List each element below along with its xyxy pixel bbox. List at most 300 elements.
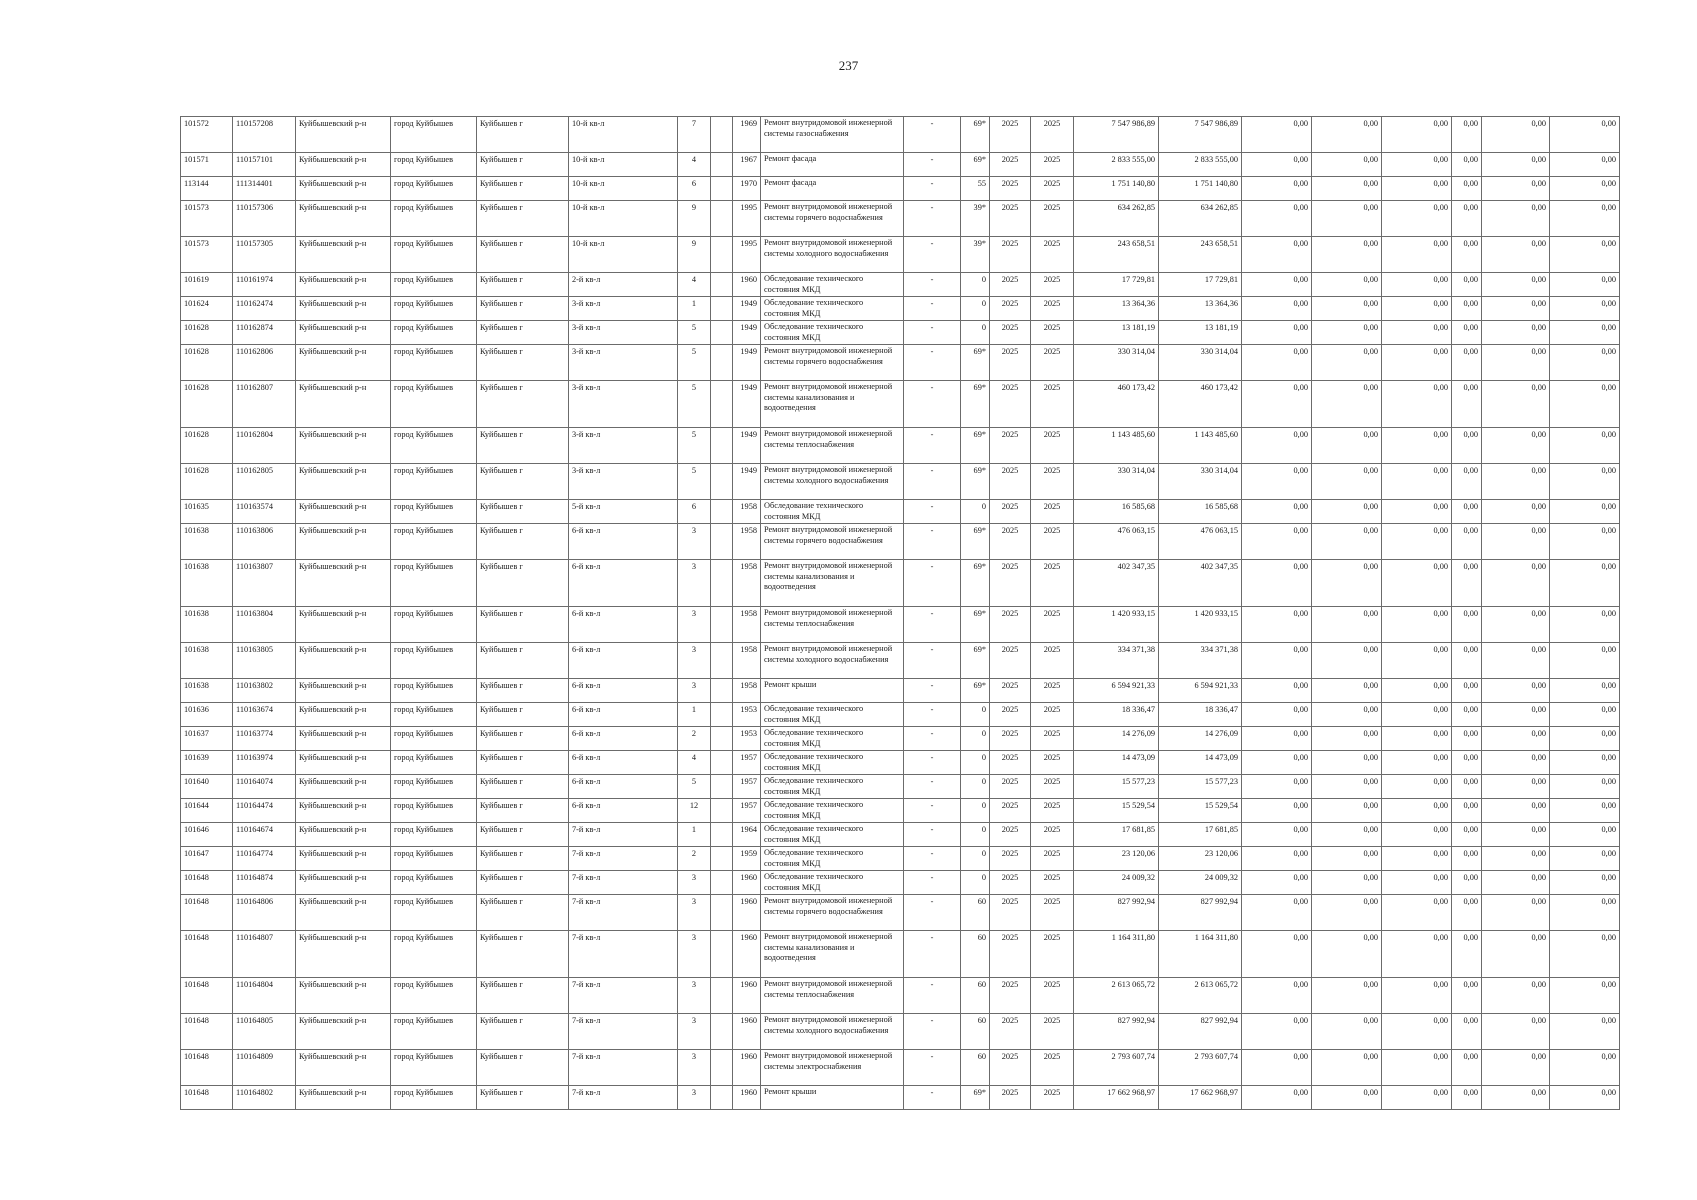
cell-cost-owners-b: 0,00 bbox=[1482, 237, 1550, 273]
cell-cost-budget-regional: 0,00 bbox=[1312, 464, 1382, 500]
cell-minus-sign: - bbox=[904, 1014, 961, 1050]
table-row bbox=[181, 1050, 1620, 1086]
cell-cost-owners-b: 0,00 bbox=[1482, 524, 1550, 560]
cell-cost-owners-b: 0,00 bbox=[1482, 775, 1550, 799]
cell-year-to: 2025 bbox=[1031, 751, 1074, 775]
cell-cost-owners-a: 0,00 bbox=[1452, 560, 1482, 607]
cell-cost-fund: 460 173,42 bbox=[1159, 381, 1242, 428]
cell-cost-total: 23 120,06 bbox=[1074, 847, 1159, 871]
cell-street: 7-й кв-л bbox=[569, 1086, 678, 1110]
cell-wear-percent: 69* bbox=[961, 381, 990, 428]
cell-building bbox=[711, 428, 733, 464]
cell-year-built: 1958 bbox=[733, 500, 761, 524]
cell-cost-fund: 17 729,81 bbox=[1159, 273, 1242, 297]
cell-minus-sign: - bbox=[904, 978, 961, 1014]
cell-municipality: город Куйбышев bbox=[391, 560, 477, 607]
cell-wear-percent: 60 bbox=[961, 1014, 990, 1050]
cell-house-id: 101628 bbox=[181, 428, 233, 464]
cell-locality: Куйбышев г bbox=[477, 201, 569, 237]
cell-minus-sign: - bbox=[904, 237, 961, 273]
cell-year-built: 1960 bbox=[733, 871, 761, 895]
cell-cost-owners-b: 0,00 bbox=[1482, 345, 1550, 381]
cell-cost-budget-local: 0,00 bbox=[1382, 799, 1452, 823]
table-row bbox=[181, 297, 1620, 321]
cell-wear-percent: 0 bbox=[961, 871, 990, 895]
table-row bbox=[181, 799, 1620, 823]
cell-wear-percent: 69* bbox=[961, 428, 990, 464]
cell-cost-other: 0,00 bbox=[1550, 177, 1620, 201]
cell-work-type: Обследование технического состояния МКД bbox=[761, 799, 904, 823]
cell-cost-fund: 2 613 065,72 bbox=[1159, 978, 1242, 1014]
cell-house-number: 1 bbox=[678, 703, 711, 727]
cell-cost-owners-a: 0,00 bbox=[1452, 464, 1482, 500]
cell-cost-owners-a: 0,00 bbox=[1452, 500, 1482, 524]
cell-year-built: 1953 bbox=[733, 727, 761, 751]
cell-street: 3-й кв-л bbox=[569, 428, 678, 464]
cell-minus-sign: - bbox=[904, 177, 961, 201]
cell-street: 5-й кв-л bbox=[569, 500, 678, 524]
cell-house-id: 101619 bbox=[181, 273, 233, 297]
cell-building bbox=[711, 524, 733, 560]
cell-cost-owners-a: 0,00 bbox=[1452, 321, 1482, 345]
cell-cost-total: 17 729,81 bbox=[1074, 273, 1159, 297]
cell-year-from: 2025 bbox=[990, 524, 1031, 560]
cell-locality: Куйбышев г bbox=[477, 237, 569, 273]
cell-wear-percent: 69* bbox=[961, 607, 990, 643]
cell-work-type: Ремонт внутридомовой инженерной системы теплоснабжения bbox=[761, 428, 904, 464]
cell-cost-other: 0,00 bbox=[1550, 428, 1620, 464]
cell-year-built: 1995 bbox=[733, 201, 761, 237]
cell-house-id: 101573 bbox=[181, 237, 233, 273]
cell-municipality: город Куйбышев bbox=[391, 727, 477, 751]
cell-building bbox=[711, 775, 733, 799]
cell-cost-budget-local: 0,00 bbox=[1382, 153, 1452, 177]
cell-cost-total: 330 314,04 bbox=[1074, 464, 1159, 500]
table-row bbox=[181, 895, 1620, 931]
cell-cost-owners-b: 0,00 bbox=[1482, 428, 1550, 464]
cell-work-type: Ремонт внутридомовой инженерной системы горячего водоснабжения bbox=[761, 524, 904, 560]
cell-cost-budget-regional: 0,00 bbox=[1312, 1014, 1382, 1050]
cell-house-id: 101628 bbox=[181, 321, 233, 345]
cell-cost-total: 330 314,04 bbox=[1074, 345, 1159, 381]
cell-year-to: 2025 bbox=[1031, 428, 1074, 464]
cell-house-id: 101637 bbox=[181, 727, 233, 751]
cell-cost-other: 0,00 bbox=[1550, 464, 1620, 500]
cell-year-from: 2025 bbox=[990, 607, 1031, 643]
cell-cost-budget-regional: 0,00 bbox=[1312, 177, 1382, 201]
cell-district: Куйбышевский р-н bbox=[296, 153, 391, 177]
cell-cost-budget-local: 0,00 bbox=[1382, 297, 1452, 321]
cell-building bbox=[711, 895, 733, 931]
cell-year-built: 1959 bbox=[733, 847, 761, 871]
cell-street: 7-й кв-л bbox=[569, 871, 678, 895]
cell-year-to: 2025 bbox=[1031, 153, 1074, 177]
cell-wear-percent: 60 bbox=[961, 978, 990, 1014]
cell-building bbox=[711, 345, 733, 381]
cell-wear-percent: 69* bbox=[961, 1086, 990, 1110]
cell-wear-percent: 0 bbox=[961, 727, 990, 751]
cell-cost-owners-a: 0,00 bbox=[1452, 237, 1482, 273]
cell-cost-other: 0,00 bbox=[1550, 799, 1620, 823]
cell-building bbox=[711, 201, 733, 237]
cell-cost-budget-regional: 0,00 bbox=[1312, 297, 1382, 321]
cell-cost-owners-a: 0,00 bbox=[1452, 679, 1482, 703]
cell-cost-total: 16 585,68 bbox=[1074, 500, 1159, 524]
cell-building bbox=[711, 931, 733, 978]
cell-minus-sign: - bbox=[904, 703, 961, 727]
cell-year-built: 1953 bbox=[733, 703, 761, 727]
cell-district: Куйбышевский р-н bbox=[296, 847, 391, 871]
cell-street: 7-й кв-л bbox=[569, 1014, 678, 1050]
cell-house-number: 3 bbox=[678, 871, 711, 895]
cell-building bbox=[711, 847, 733, 871]
cell-locality: Куйбышев г bbox=[477, 177, 569, 201]
table-row bbox=[181, 607, 1620, 643]
cell-cost-fund: 634 262,85 bbox=[1159, 201, 1242, 237]
cell-street: 6-й кв-л bbox=[569, 643, 678, 679]
cell-cost-budget-regional: 0,00 bbox=[1312, 643, 1382, 679]
cell-cost-fund: 18 336,47 bbox=[1159, 703, 1242, 727]
cell-house-id: 101648 bbox=[181, 931, 233, 978]
cell-work-type: Обследование технического состояния МКД bbox=[761, 847, 904, 871]
cell-municipality: город Куйбышев bbox=[391, 321, 477, 345]
cell-cost-other: 0,00 bbox=[1550, 201, 1620, 237]
table-row bbox=[181, 321, 1620, 345]
cell-cost-budget-local: 0,00 bbox=[1382, 775, 1452, 799]
cell-object-code: 110162874 bbox=[233, 321, 296, 345]
cell-year-to: 2025 bbox=[1031, 500, 1074, 524]
cell-cost-other: 0,00 bbox=[1550, 500, 1620, 524]
cell-locality: Куйбышев г bbox=[477, 1086, 569, 1110]
cell-work-type: Обследование технического состояния МКД bbox=[761, 775, 904, 799]
cell-wear-percent: 69* bbox=[961, 679, 990, 703]
cell-street: 7-й кв-л bbox=[569, 895, 678, 931]
cell-year-built: 1949 bbox=[733, 297, 761, 321]
cell-cost-budget-regional: 0,00 bbox=[1312, 931, 1382, 978]
cell-cost-budget-local: 0,00 bbox=[1382, 1086, 1452, 1110]
cell-object-code: 110163574 bbox=[233, 500, 296, 524]
cell-cost-other: 0,00 bbox=[1550, 381, 1620, 428]
cell-year-built: 1958 bbox=[733, 643, 761, 679]
cell-cost-budget-local: 0,00 bbox=[1382, 177, 1452, 201]
cell-cost-total: 17 681,85 bbox=[1074, 823, 1159, 847]
cell-cost-budget-regional: 0,00 bbox=[1312, 237, 1382, 273]
cell-house-id: 101646 bbox=[181, 823, 233, 847]
cell-cost-fund: 23 120,06 bbox=[1159, 847, 1242, 871]
cell-cost-other: 0,00 bbox=[1550, 703, 1620, 727]
cell-year-to: 2025 bbox=[1031, 560, 1074, 607]
cell-house-number: 12 bbox=[678, 799, 711, 823]
cell-cost-owners-b: 0,00 bbox=[1482, 321, 1550, 345]
cell-cost-total: 402 347,35 bbox=[1074, 560, 1159, 607]
cell-municipality: город Куйбышев bbox=[391, 201, 477, 237]
cell-district: Куйбышевский р-н bbox=[296, 428, 391, 464]
table-row bbox=[181, 273, 1620, 297]
cell-minus-sign: - bbox=[904, 931, 961, 978]
cell-cost-budget-federal: 0,00 bbox=[1242, 895, 1312, 931]
cell-cost-total: 6 594 921,33 bbox=[1074, 679, 1159, 703]
cell-cost-budget-local: 0,00 bbox=[1382, 500, 1452, 524]
table-row bbox=[181, 823, 1620, 847]
cell-street: 6-й кв-л bbox=[569, 679, 678, 703]
cell-district: Куйбышевский р-н bbox=[296, 751, 391, 775]
cell-cost-owners-b: 0,00 bbox=[1482, 751, 1550, 775]
cell-cost-owners-b: 0,00 bbox=[1482, 153, 1550, 177]
cell-work-type: Обследование технического состояния МКД bbox=[761, 823, 904, 847]
cell-cost-owners-b: 0,00 bbox=[1482, 607, 1550, 643]
cell-house-id: 101628 bbox=[181, 345, 233, 381]
cell-year-from: 2025 bbox=[990, 679, 1031, 703]
cell-object-code: 110161974 bbox=[233, 273, 296, 297]
cell-cost-budget-local: 0,00 bbox=[1382, 1050, 1452, 1086]
cell-year-from: 2025 bbox=[990, 751, 1031, 775]
cell-cost-budget-regional: 0,00 bbox=[1312, 895, 1382, 931]
cell-locality: Куйбышев г bbox=[477, 823, 569, 847]
cell-year-to: 2025 bbox=[1031, 1014, 1074, 1050]
cell-house-number: 3 bbox=[678, 607, 711, 643]
cell-house-number: 9 bbox=[678, 237, 711, 273]
cell-minus-sign: - bbox=[904, 607, 961, 643]
cell-district: Куйбышевский р-н bbox=[296, 381, 391, 428]
cell-cost-budget-regional: 0,00 bbox=[1312, 1050, 1382, 1086]
cell-cost-owners-b: 0,00 bbox=[1482, 895, 1550, 931]
cell-year-from: 2025 bbox=[990, 643, 1031, 679]
cell-municipality: город Куйбышев bbox=[391, 823, 477, 847]
cell-work-type: Обследование технического состояния МКД bbox=[761, 727, 904, 751]
cell-year-built: 1958 bbox=[733, 679, 761, 703]
cell-cost-fund: 1 164 311,80 bbox=[1159, 931, 1242, 978]
cell-house-number: 1 bbox=[678, 823, 711, 847]
cell-year-from: 2025 bbox=[990, 978, 1031, 1014]
cell-house-number: 2 bbox=[678, 847, 711, 871]
cell-municipality: город Куйбышев bbox=[391, 775, 477, 799]
cell-year-from: 2025 bbox=[990, 560, 1031, 607]
cell-cost-owners-b: 0,00 bbox=[1482, 464, 1550, 500]
cell-minus-sign: - bbox=[904, 847, 961, 871]
cell-year-to: 2025 bbox=[1031, 524, 1074, 560]
cell-cost-budget-local: 0,00 bbox=[1382, 117, 1452, 153]
cell-cost-other: 0,00 bbox=[1550, 273, 1620, 297]
cell-street: 3-й кв-л bbox=[569, 321, 678, 345]
cell-cost-other: 0,00 bbox=[1550, 931, 1620, 978]
cell-building bbox=[711, 560, 733, 607]
cell-wear-percent: 0 bbox=[961, 847, 990, 871]
cell-cost-fund: 13 364,36 bbox=[1159, 297, 1242, 321]
cell-cost-budget-local: 0,00 bbox=[1382, 679, 1452, 703]
cell-cost-owners-a: 0,00 bbox=[1452, 931, 1482, 978]
table-row bbox=[181, 978, 1620, 1014]
cell-year-built: 1958 bbox=[733, 560, 761, 607]
cell-object-code: 110164774 bbox=[233, 847, 296, 871]
cell-minus-sign: - bbox=[904, 560, 961, 607]
cell-object-code: 110163974 bbox=[233, 751, 296, 775]
cell-year-built: 1957 bbox=[733, 775, 761, 799]
table-row bbox=[181, 500, 1620, 524]
cell-cost-budget-local: 0,00 bbox=[1382, 643, 1452, 679]
cell-work-type: Ремонт фасада bbox=[761, 153, 904, 177]
cell-year-from: 2025 bbox=[990, 1014, 1031, 1050]
cell-year-built: 1964 bbox=[733, 823, 761, 847]
cell-year-built: 1958 bbox=[733, 607, 761, 643]
cell-year-to: 2025 bbox=[1031, 847, 1074, 871]
table-row bbox=[181, 643, 1620, 679]
cell-locality: Куйбышев г bbox=[477, 643, 569, 679]
cell-building bbox=[711, 679, 733, 703]
cell-cost-total: 2 833 555,00 bbox=[1074, 153, 1159, 177]
cell-house-id: 101639 bbox=[181, 751, 233, 775]
cell-district: Куйбышевский р-н bbox=[296, 500, 391, 524]
cell-cost-budget-local: 0,00 bbox=[1382, 847, 1452, 871]
cell-cost-owners-a: 0,00 bbox=[1452, 1050, 1482, 1086]
cell-minus-sign: - bbox=[904, 1050, 961, 1086]
cell-wear-percent: 0 bbox=[961, 321, 990, 345]
cell-house-number: 3 bbox=[678, 895, 711, 931]
cell-year-to: 2025 bbox=[1031, 1086, 1074, 1110]
cell-cost-owners-a: 0,00 bbox=[1452, 273, 1482, 297]
cell-year-from: 2025 bbox=[990, 381, 1031, 428]
cell-locality: Куйбышев г bbox=[477, 428, 569, 464]
cell-object-code: 110163674 bbox=[233, 703, 296, 727]
table-row bbox=[181, 237, 1620, 273]
cell-cost-owners-b: 0,00 bbox=[1482, 1014, 1550, 1050]
cell-cost-owners-b: 0,00 bbox=[1482, 273, 1550, 297]
cell-locality: Куйбышев г bbox=[477, 775, 569, 799]
cell-municipality: город Куйбышев bbox=[391, 799, 477, 823]
cell-street: 10-й кв-л bbox=[569, 117, 678, 153]
cell-house-number: 2 bbox=[678, 727, 711, 751]
cell-house-id: 101638 bbox=[181, 560, 233, 607]
cell-municipality: город Куйбышев bbox=[391, 1050, 477, 1086]
table-row bbox=[181, 201, 1620, 237]
cell-work-type: Обследование технического состояния МКД bbox=[761, 297, 904, 321]
cell-district: Куйбышевский р-н bbox=[296, 978, 391, 1014]
cell-cost-total: 243 658,51 bbox=[1074, 237, 1159, 273]
cell-object-code: 110163806 bbox=[233, 524, 296, 560]
cell-district: Куйбышевский р-н bbox=[296, 560, 391, 607]
cell-locality: Куйбышев г bbox=[477, 524, 569, 560]
cell-municipality: город Куйбышев bbox=[391, 524, 477, 560]
cell-cost-budget-regional: 0,00 bbox=[1312, 201, 1382, 237]
cell-cost-owners-a: 0,00 bbox=[1452, 524, 1482, 560]
cell-cost-owners-a: 0,00 bbox=[1452, 895, 1482, 931]
cell-house-number: 5 bbox=[678, 321, 711, 345]
cell-locality: Куйбышев г bbox=[477, 751, 569, 775]
cell-minus-sign: - bbox=[904, 273, 961, 297]
cell-object-code: 110164807 bbox=[233, 931, 296, 978]
cell-municipality: город Куйбышев bbox=[391, 751, 477, 775]
cell-cost-owners-a: 0,00 bbox=[1452, 871, 1482, 895]
cell-minus-sign: - bbox=[904, 201, 961, 237]
cell-work-type: Ремонт внутридомовой инженерной системы холодного водоснабжения bbox=[761, 643, 904, 679]
cell-wear-percent: 69* bbox=[961, 464, 990, 500]
cell-cost-total: 15 577,23 bbox=[1074, 775, 1159, 799]
cell-minus-sign: - bbox=[904, 381, 961, 428]
cell-district: Куйбышевский р-н bbox=[296, 177, 391, 201]
cell-year-from: 2025 bbox=[990, 237, 1031, 273]
cell-municipality: город Куйбышев bbox=[391, 847, 477, 871]
cell-cost-fund: 17 662 968,97 bbox=[1159, 1086, 1242, 1110]
cell-object-code: 110164074 bbox=[233, 775, 296, 799]
cell-wear-percent: 0 bbox=[961, 751, 990, 775]
cell-object-code: 110162474 bbox=[233, 297, 296, 321]
cell-house-id: 101572 bbox=[181, 117, 233, 153]
cell-cost-budget-federal: 0,00 bbox=[1242, 607, 1312, 643]
cell-house-number: 4 bbox=[678, 273, 711, 297]
cell-wear-percent: 0 bbox=[961, 799, 990, 823]
cell-cost-other: 0,00 bbox=[1550, 153, 1620, 177]
cell-year-from: 2025 bbox=[990, 823, 1031, 847]
cell-house-id: 101628 bbox=[181, 381, 233, 428]
cell-house-number: 4 bbox=[678, 153, 711, 177]
cell-cost-owners-a: 0,00 bbox=[1452, 751, 1482, 775]
cell-year-to: 2025 bbox=[1031, 727, 1074, 751]
cell-street: 7-й кв-л bbox=[569, 847, 678, 871]
cell-street: 10-й кв-л bbox=[569, 153, 678, 177]
cell-object-code: 110163805 bbox=[233, 643, 296, 679]
cell-building bbox=[711, 321, 733, 345]
cell-wear-percent: 55 bbox=[961, 177, 990, 201]
cell-minus-sign: - bbox=[904, 297, 961, 321]
cell-cost-budget-federal: 0,00 bbox=[1242, 321, 1312, 345]
cell-house-id: 101647 bbox=[181, 847, 233, 871]
cell-cost-budget-federal: 0,00 bbox=[1242, 153, 1312, 177]
cell-year-to: 2025 bbox=[1031, 679, 1074, 703]
cell-house-id: 113144 bbox=[181, 177, 233, 201]
cell-building bbox=[711, 978, 733, 1014]
cell-work-type: Ремонт крыши bbox=[761, 1086, 904, 1110]
cell-year-built: 1970 bbox=[733, 177, 761, 201]
cell-work-type: Ремонт внутридомовой инженерной системы газоснабжения bbox=[761, 117, 904, 153]
cell-cost-budget-local: 0,00 bbox=[1382, 751, 1452, 775]
cell-building bbox=[711, 703, 733, 727]
cell-wear-percent: 69* bbox=[961, 643, 990, 679]
cell-wear-percent: 0 bbox=[961, 500, 990, 524]
cell-object-code: 110157101 bbox=[233, 153, 296, 177]
cell-locality: Куйбышев г bbox=[477, 153, 569, 177]
cell-cost-fund: 827 992,94 bbox=[1159, 1014, 1242, 1050]
cell-house-number: 5 bbox=[678, 428, 711, 464]
cell-house-id: 101638 bbox=[181, 607, 233, 643]
cell-street: 3-й кв-л bbox=[569, 381, 678, 428]
cell-cost-total: 14 276,09 bbox=[1074, 727, 1159, 751]
cell-cost-total: 334 371,38 bbox=[1074, 643, 1159, 679]
cell-cost-other: 0,00 bbox=[1550, 751, 1620, 775]
cell-work-type: Обследование технического состояния МКД bbox=[761, 500, 904, 524]
cell-wear-percent: 60 bbox=[961, 895, 990, 931]
cell-cost-total: 460 173,42 bbox=[1074, 381, 1159, 428]
cell-object-code: 110162806 bbox=[233, 345, 296, 381]
cell-locality: Куйбышев г bbox=[477, 703, 569, 727]
cell-cost-total: 827 992,94 bbox=[1074, 1014, 1159, 1050]
cell-cost-budget-regional: 0,00 bbox=[1312, 847, 1382, 871]
cell-cost-budget-federal: 0,00 bbox=[1242, 117, 1312, 153]
cell-building bbox=[711, 500, 733, 524]
cell-house-number: 3 bbox=[678, 560, 711, 607]
cell-work-type: Ремонт внутридомовой инженерной системы канализования и водоотведения bbox=[761, 931, 904, 978]
cell-cost-budget-local: 0,00 bbox=[1382, 703, 1452, 727]
cell-house-number: 3 bbox=[678, 1050, 711, 1086]
cell-house-number: 5 bbox=[678, 775, 711, 799]
table-row bbox=[181, 345, 1620, 381]
cell-year-to: 2025 bbox=[1031, 799, 1074, 823]
cell-house-number: 6 bbox=[678, 177, 711, 201]
cell-cost-owners-b: 0,00 bbox=[1482, 799, 1550, 823]
cell-building bbox=[711, 871, 733, 895]
cell-year-to: 2025 bbox=[1031, 871, 1074, 895]
cell-locality: Куйбышев г bbox=[477, 273, 569, 297]
cell-wear-percent: 60 bbox=[961, 1050, 990, 1086]
cell-cost-other: 0,00 bbox=[1550, 1086, 1620, 1110]
